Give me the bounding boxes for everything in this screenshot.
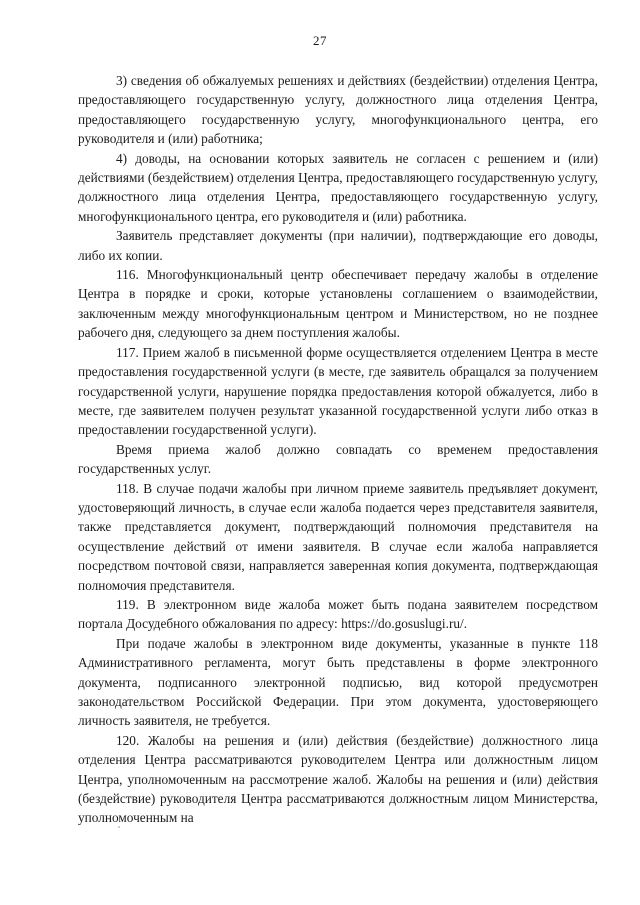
page-number: 27 — [313, 33, 327, 48]
paragraph-116: 116. Многофункциональный центр обеспечивает передачу жалобы в отделение Центра в порядке и сроки, которые установлены соглашением о взаимодействии, заключенным между многофункциональным центром и Министерством, но не позднее рабочего дня, следующего за днем поступления жалобы. — [78, 267, 598, 341]
paragraph-electronic-submission: При подаче жалобы в электронном виде документы, указанные в пункте 118 Административного регламента, могут быть представлены в форме электронного документа, подписанного электронной подписью, вид которой предусмотрен законодательством Российской Федерации. При этом документа, удостоверяющего личность заявителя, не требуется. — [78, 635, 598, 729]
paragraph-supporting-documents: Заявитель представляет документы (при наличии), подтверждающие его доводы, либо их копии. — [78, 228, 598, 263]
document-body — [78, 71, 598, 828]
paragraph-reception-time: Время приема жалоб должно совпадать со временем предоставления государственных услуг. — [78, 441, 598, 477]
paragraph-item-4: 4) доводы, на основании которых заявитель не согласен с решением и (или) действиями (бездействием) отделения Центра, предоставляющего государственную услугу, должностного лица отделения Центра, предоставляющего государственную услугу, многофункционального центра, его руководителя и (или) работника. — [78, 150, 598, 224]
paragraph-118: 118. В случае подачи жалобы при личном приеме заявитель предъявляет документ, удостоверяющий личность, в случае если жалоба подается через представителя заявителя, также представляется документ, подтверждающий полномочия представителя на осуществление действий от имени заявителя. В случае если жалоба направляется посредством почтовой связи, направляется заверенная копия документа, подтверждающая полномочия представителя. — [78, 480, 598, 593]
paragraph-item-3: 3) сведения об обжалуемых решениях и действиях (бездействии) отделения Центра, предоставляющего государственную услугу, должностного лица отделения Центра, предоставляющего государственную услугу, многофункционального центра, его руководителя и (или) работника; — [78, 73, 598, 147]
paragraph-117: 117. Прием жалоб в письменной форме осуществляется отделением Центра в месте предоставления государственной услуги (в месте, где заявитель обращался за получением государственной услуги, нарушение порядка предоставления которой обжалуется, либо в месте, где заявителем получен результат указанной государственной услуги либо отказ в предоставлении государственной услуги). — [78, 344, 598, 438]
paragraph-119: 119. В электронном виде жалоба может быть подана заявителем посредством портала Досудебного обжалования по адресу: https://do.gosuslugi.ru/. — [78, 596, 598, 632]
scan-speck — [118, 826, 120, 828]
paragraph-120: 120. Жалобы на решения и (или) действия (бездействие) должностного лица отделения Центра рассматриваются руководителем Центра или должностным лицом Центра, уполномоченным на рассмотрение жалоб. Жалобы на решения и (или) действия (бездействие) руководителя Центра рассматриваются должностным лицом Министерства, уполномоченным на — [78, 732, 598, 826]
